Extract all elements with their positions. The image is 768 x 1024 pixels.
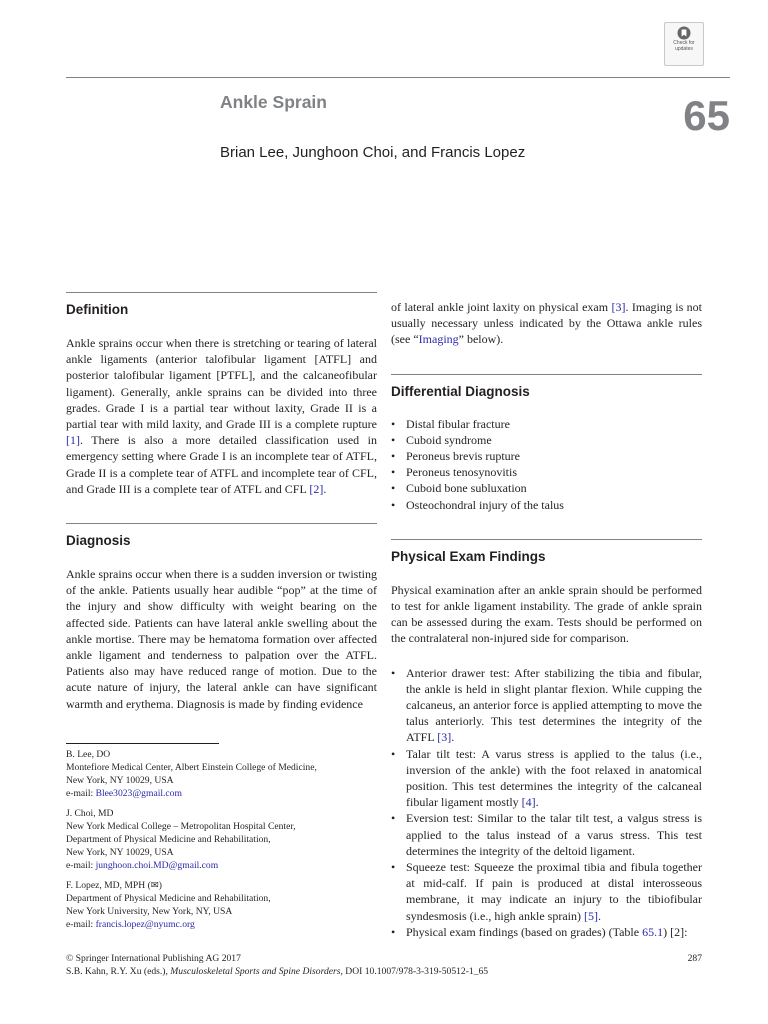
section-rule: [66, 292, 377, 293]
citation-link-2[interactable]: [2]: [309, 481, 324, 496]
badge-label-1: Check for: [673, 40, 695, 46]
footnote-lee: [66, 748, 376, 800]
physical-exam-heading: Physical Exam Findings: [391, 548, 546, 564]
exam-test-tail: .: [535, 795, 539, 810]
physical-exam-list: [391, 665, 702, 940]
definition-heading: Definition: [66, 302, 129, 317]
footnote-choi-department: Department of Physical Medicine and Rehabilitation,: [66, 834, 271, 845]
diagnosis-cont-text-c: ” below).: [458, 332, 504, 347]
footnote-lopez-email-line: [66, 918, 376, 931]
exam-test-item: [391, 859, 702, 924]
footnote-rule: [66, 743, 219, 744]
citation-link-3[interactable]: [3]: [611, 300, 626, 314]
definition-text-a: Ankle sprains occur when there is stretching or tearing of lateral ankle ligaments (anterior talofibular ligament [ATFL] and posterior talofibular ligament [PTFL], and the calcaneofibular ligament). Generally, ankle sprains can be divided into three grades. Grade I is a partial tear without laxity, Grade II is a partial tear with mild laxity, and Grade III is a complete rupture: [66, 336, 377, 432]
header-rule: [66, 77, 730, 78]
differential-item: • Peroneus tenosynovitis: [391, 464, 702, 480]
differential-item: • Peroneus brevis rupture: [391, 448, 702, 464]
footnote-lopez: [66, 879, 376, 931]
copyright-line: © Springer International Publishing AG 2017: [66, 953, 241, 964]
differential-list: [391, 416, 702, 513]
imaging-section-link[interactable]: Imaging: [418, 332, 459, 347]
exam-test-text: Anterior drawer test: After stabilizing the tibia and fibular, the ankle is held in slight plantar flexion. While cupping the calcaneus, an anterior force is applied attempting to move the talus anteriorly. This test determines the integrity of the ATFL: [406, 665, 702, 745]
differential-item: • Distal fibular fracture: [391, 416, 702, 432]
lee-email-link[interactable]: Blee3023@gmail.com: [95, 788, 182, 799]
citation-editors: S.B. Kahn, R.Y. Xu (eds.),: [66, 966, 171, 977]
section-rule: [391, 539, 702, 540]
citation-doi: , DOI 10.1007/978-3-319-50512-1_65: [340, 966, 489, 977]
differential-item: • Cuboid syndrome: [391, 432, 702, 448]
right-column: [391, 292, 702, 940]
exam-test-text: Squeeze test: Squeeze the proximal tibia and fibula together at mid-calf. If pain is produced at distal interosseous membrane, it may indicate an injury to the tibiofibular syndesmosis (i.e., high ankle sprain): [406, 860, 702, 923]
citation-link-1[interactable]: [1]: [66, 433, 80, 448]
citation-book-title: Musculoskeletal Sports and Spine Disorders: [170, 966, 341, 977]
lopez-email-link[interactable]: francis.lopez@nyumc.org: [95, 919, 195, 930]
exam-test-tail: ) [2]:: [663, 924, 688, 939]
chapter-number: 65: [683, 92, 730, 139]
diagnosis-continued-paragraph: [391, 299, 702, 348]
footnote-choi: [66, 807, 376, 872]
exam-test-tail: .: [451, 730, 455, 745]
page-number: 287: [687, 953, 702, 964]
exam-test-item: [391, 665, 702, 746]
section-rule: [66, 523, 377, 524]
footnote-lee-email-line: [66, 787, 376, 800]
chapter-authors: Brian Lee, Junghoon Choi, and Francis Lopez: [220, 144, 526, 161]
differential-heading: Differential Diagnosis: [391, 383, 530, 399]
email-label: e-mail:: [66, 788, 96, 799]
diagnosis-heading: Diagnosis: [66, 533, 131, 549]
footnote-lopez-department: Department of Physical Medicine and Rehabilitation,: [66, 893, 271, 904]
differential-item: • Cuboid bone subluxation: [391, 480, 702, 496]
footnote-lee-affiliation: Montefiore Medical Center, Albert Einstein College of Medicine,: [66, 762, 317, 773]
citation-link[interactable]: [4]: [521, 795, 536, 810]
choi-email-link[interactable]: junghoon.choi.MD@gmail.com: [95, 860, 219, 871]
email-label: e-mail:: [66, 919, 96, 930]
left-column: [66, 292, 377, 712]
physical-exam-intro: Physical examination after an ankle sprain should be performed to test for ankle ligament instability. The grade of ankle sprain can be assessed during the exam. Tests should be performed on the contralateral non-injured side for comparison.: [391, 582, 702, 646]
footnote-choi-email-line: [66, 859, 376, 872]
book-citation: [66, 965, 488, 978]
definition-text-c: .: [323, 481, 327, 496]
bookmark-icon: [677, 26, 691, 40]
badge-label-2: updates: [675, 46, 693, 52]
section-rule: [391, 374, 702, 375]
diagnosis-paragraph: Ankle sprains occur when there is a sudden inversion or twisting of the ankle. Patients usually hear audible “pop” at the time of the injury and show difficulty with weight bearing on the affected side. Patients can have lateral ankle swelling about the ankle mortise. There may be hematoma formation over affected ankle ligament and tenderness to palpation over the ATFL. Patients also may have reduced range of motion. Due to the acute nature of injury, the lateral ankle can have significant warmth and erythema. Diagnosis is made by finding evidence: [66, 567, 377, 711]
chapter-title: Ankle Sprain: [220, 92, 327, 112]
footnote-choi-address: New York, NY 10029, USA: [66, 847, 174, 858]
footnote-lopez-address: New York University, New York, NY, USA: [66, 906, 233, 917]
exam-test-text: Physical exam findings (based on grades) (Table: [406, 924, 643, 939]
exam-test-item: [391, 746, 702, 811]
citation-link[interactable]: [5]: [583, 908, 598, 923]
exam-test-text: Eversion test: Similar to the talar tilt test, a valgus stress is applied to the talus instead of a varus stress. This test determines the integrity of the deltoid ligament.: [406, 811, 702, 858]
email-label: e-mail:: [66, 860, 96, 871]
differential-item: • Osteochondral injury of the talus: [391, 497, 702, 513]
definition-paragraph: [66, 335, 377, 497]
citation-link[interactable]: 65.1: [642, 924, 664, 939]
exam-test-item: [391, 810, 702, 859]
footnote-lee-name: B. Lee, DO: [66, 749, 111, 760]
footnote-choi-name: J. Choi, MD: [66, 808, 114, 819]
diagnosis-cont-text-a: of lateral ankle joint laxity on physical exam: [391, 300, 612, 314]
exam-test-tail: .: [597, 908, 601, 923]
diagnosis-cont-text-b: . Imaging is not usually necessary unless indicated by the Ottawa ankle rules (see “: [391, 300, 703, 347]
exam-test-text: Talar tilt test: A varus stress is applied to the talus (i.e., inversion of the ankle) with the foot relaxed in anatomical position. This test determines the integrity of the calcaneal fibular ligament mostly: [406, 746, 702, 810]
footnote-lopez-name: F. Lopez, MD, MPH (✉): [66, 880, 163, 891]
exam-test-item: [391, 924, 702, 940]
check-for-updates-badge[interactable]: [664, 22, 704, 66]
footnote-lee-address: New York, NY 10029, USA: [66, 775, 174, 786]
footnote-choi-affiliation: New York Medical College – Metropolitan Hospital Center,: [66, 821, 296, 832]
citation-link[interactable]: [3]: [437, 730, 452, 745]
definition-text-b: . There is also a more detailed classification used in emergency setting where Grade I is an incomplete tear of ATFL, Grade II is a complete tear of ATFL and incomplete tear of CFL, and Grade III is a complete tear of ATFL and CFL: [66, 433, 377, 496]
